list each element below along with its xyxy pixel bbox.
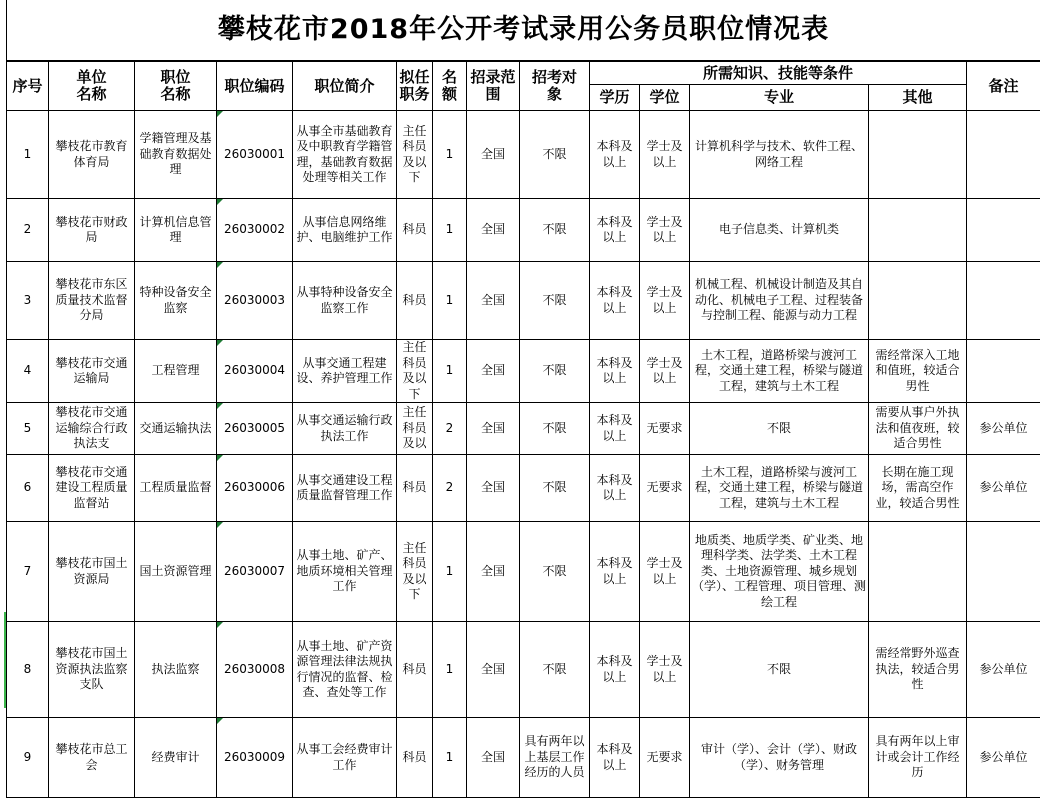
table-row: [7, 199, 1040, 262]
cell-intro: 从事交通工程建设、养护管理工作: [293, 340, 397, 403]
cell-unit: 攀枝花市教育体育局: [49, 111, 135, 199]
cell-intro: 从事信息网络维护、电脑维护工作: [293, 199, 397, 262]
cell-target: 不限: [520, 522, 590, 622]
cell-seq: 9: [7, 718, 49, 798]
cell-seq: 5: [7, 403, 49, 455]
cell-target: 不限: [520, 340, 590, 403]
page-title: 攀枝花市2018年公开考试录用公务员职位情况表: [6, 0, 1040, 61]
cell-degree: 无要求: [640, 455, 690, 522]
cell-remark: [967, 522, 1040, 622]
table-row: [7, 622, 1040, 718]
spreadsheet: [6, 0, 1040, 798]
cell-degree: 无要求: [640, 403, 690, 455]
cell-education: 本科及以上: [590, 522, 640, 622]
header-intro: 职位简介: [293, 62, 397, 111]
header-seq: 序号: [7, 62, 49, 111]
header-major: 专业: [690, 85, 869, 111]
cell-code: 26030003: [217, 262, 293, 340]
cell-remark: 参公单位: [967, 455, 1040, 522]
cell-degree: 学士及以上: [640, 111, 690, 199]
table-row: [7, 455, 1040, 522]
cell-quota: 1: [433, 262, 467, 340]
cell-seq: 4: [7, 340, 49, 403]
cell-code: 26030009: [217, 718, 293, 798]
cell-other: 具有两年以上审计或会计工作经历: [869, 718, 967, 798]
cell-unit: 攀枝花市东区质量技术监督分局: [49, 262, 135, 340]
cell-scope: 全国: [467, 262, 520, 340]
cell-target: 不限: [520, 455, 590, 522]
cell-scope: 全国: [467, 522, 520, 622]
header-education: 学历: [590, 85, 640, 111]
cell-quota: 1: [433, 340, 467, 403]
table-row: [7, 340, 1040, 403]
cell-code: 26030004: [217, 340, 293, 403]
cell-position: 执法监察: [135, 622, 217, 718]
cell-education: 本科及以上: [590, 455, 640, 522]
cell-degree: 无要求: [640, 718, 690, 798]
cell-degree: 学士及以上: [640, 522, 690, 622]
selection-edge-marker: [4, 612, 6, 708]
cell-scope: 全国: [467, 199, 520, 262]
cell-scope: 全国: [467, 111, 520, 199]
cell-code: 26030001: [217, 111, 293, 199]
header-unit: 单位 名称: [49, 62, 135, 111]
cell-major: 土木工程，道路桥梁与渡河工程，交通土建工程，桥梁与隧道工程，建筑与土木工程: [690, 455, 869, 522]
cell-remark: [967, 262, 1040, 340]
cell-target: 不限: [520, 622, 590, 718]
cell-other: 需经常深入工地和值班，较适合男性: [869, 340, 967, 403]
cell-code: 26030006: [217, 455, 293, 522]
cell-major: 不限: [690, 622, 869, 718]
cell-intro: 从事土地、矿产、地质环境相关管理工作: [293, 522, 397, 622]
cell-major: 地质类、地质学类、矿业类、地理科学类、法学类、土木工程类、土地资源管理、城乡规划（学）、工程管理、项目管理、测绘工程: [690, 522, 869, 622]
cell-seq: 6: [7, 455, 49, 522]
cell-other: [869, 199, 967, 262]
cell-rank: 主任科员及以下: [397, 111, 433, 199]
cell-position: 工程管理: [135, 340, 217, 403]
cell-education: 本科及以上: [590, 340, 640, 403]
cell-position: 工程质量监督: [135, 455, 217, 522]
cell-unit: 攀枝花市交通运输局: [49, 340, 135, 403]
cell-unit: 攀枝花市财政局: [49, 199, 135, 262]
cell-seq: 7: [7, 522, 49, 622]
positions-table: [6, 61, 1040, 798]
cell-seq: 3: [7, 262, 49, 340]
cell-remark: [967, 199, 1040, 262]
cell-seq: 8: [7, 622, 49, 718]
cell-rank: 科员: [397, 262, 433, 340]
cell-degree: 学士及以上: [640, 199, 690, 262]
cell-unit: 攀枝花市国土资源局: [49, 522, 135, 622]
cell-other: 长期在施工现场，需高空作业，较适合男性: [869, 455, 967, 522]
cell-other: 需经常野外巡查执法，较适合男性: [869, 622, 967, 718]
cell-seq: 1: [7, 111, 49, 199]
cell-quota: 1: [433, 622, 467, 718]
cell-target: 不限: [520, 262, 590, 340]
cell-remark: [967, 111, 1040, 199]
cell-rank: 科员: [397, 199, 433, 262]
cell-education: 本科及以上: [590, 718, 640, 798]
cell-intro: 从事交通运输行政执法工作: [293, 403, 397, 455]
cell-rank: 科员: [397, 455, 433, 522]
cell-target: 不限: [520, 199, 590, 262]
cell-intro: 从事交通建设工程质量监督管理工作: [293, 455, 397, 522]
header-target: 招考对 象: [520, 62, 590, 111]
cell-rank: 主任科员及以: [397, 403, 433, 455]
cell-position: 国土资源管理: [135, 522, 217, 622]
cell-remark: 参公单位: [967, 403, 1040, 455]
header-scope: 招录范 围: [467, 62, 520, 111]
cell-rank: 主任科员及以下: [397, 522, 433, 622]
header-conditions: 所需知识、技能等条件: [590, 62, 967, 85]
cell-intro: 从事工会经费审计工作: [293, 718, 397, 798]
cell-code: 26030007: [217, 522, 293, 622]
cell-other: [869, 262, 967, 340]
cell-target: 不限: [520, 111, 590, 199]
header-position: 职位 名称: [135, 62, 217, 111]
cell-major: 审计（学）、会计（学）、财政（学）、财务管理: [690, 718, 869, 798]
cell-rank: 主任科员及以下: [397, 340, 433, 403]
cell-position: 计算机信息管理: [135, 199, 217, 262]
cell-remark: 参公单位: [967, 622, 1040, 718]
cell-major: 机械工程、机械设计制造及其自动化、机械电子工程、过程装备与控制工程、能源与动力工程: [690, 262, 869, 340]
header-quota: 名 额: [433, 62, 467, 111]
cell-scope: 全国: [467, 340, 520, 403]
cell-quota: 2: [433, 455, 467, 522]
cell-position: 学籍管理及基础教育数据处理: [135, 111, 217, 199]
cell-intro: 从事特种设备安全监察工作: [293, 262, 397, 340]
cell-unit: 攀枝花市国土资源执法监察支队: [49, 622, 135, 718]
cell-major: 不限: [690, 403, 869, 455]
cell-target: 具有两年以上基层工作经历的人员: [520, 718, 590, 798]
cell-unit: 攀枝花市交通建设工程质量监督站: [49, 455, 135, 522]
cell-quota: 1: [433, 199, 467, 262]
cell-education: 本科及以上: [590, 262, 640, 340]
cell-education: 本科及以上: [590, 111, 640, 199]
cell-position: 特种设备安全监察: [135, 262, 217, 340]
table-row: [7, 262, 1040, 340]
table-row: [7, 522, 1040, 622]
cell-major: 土木工程，道路桥梁与渡河工程，交通土建工程，桥梁与隧道工程，建筑与土木工程: [690, 340, 869, 403]
header-code: 职位编码: [217, 62, 293, 111]
cell-other: 需要从事户外执法和值夜班，较适合男性: [869, 403, 967, 455]
cell-unit: 攀枝花市总工会: [49, 718, 135, 798]
cell-intro: 从事土地、矿产资源管理法律法规执行情况的监督、检查、查处等工作: [293, 622, 397, 718]
cell-intro: 从事全市基础教育及中职教育学籍管理，基础教育数据处理等相关工作: [293, 111, 397, 199]
cell-quota: 1: [433, 522, 467, 622]
cell-quota: 1: [433, 111, 467, 199]
cell-other: [869, 111, 967, 199]
cell-major: 电子信息类、计算机类: [690, 199, 869, 262]
cell-code: 26030008: [217, 622, 293, 718]
cell-position: 经费审计: [135, 718, 217, 798]
cell-code: 26030005: [217, 403, 293, 455]
header-rank: 拟任 职务: [397, 62, 433, 111]
table-row: [7, 718, 1040, 798]
cell-other: [869, 522, 967, 622]
cell-target: 不限: [520, 403, 590, 455]
cell-scope: 全国: [467, 622, 520, 718]
cell-code: 26030002: [217, 199, 293, 262]
table-row: [7, 111, 1040, 199]
cell-education: 本科及以上: [590, 622, 640, 718]
cell-scope: 全国: [467, 455, 520, 522]
cell-position: 交通运输执法: [135, 403, 217, 455]
cell-quota: 1: [433, 718, 467, 798]
header-remark: 备注: [967, 62, 1040, 111]
cell-remark: 参公单位: [967, 718, 1040, 798]
cell-degree: 学士及以上: [640, 622, 690, 718]
cell-degree: 学士及以上: [640, 340, 690, 403]
cell-major: 计算机科学与技术、软件工程、网络工程: [690, 111, 869, 199]
cell-scope: 全国: [467, 718, 520, 798]
cell-remark: [967, 340, 1040, 403]
cell-seq: 2: [7, 199, 49, 262]
cell-education: 本科及以上: [590, 403, 640, 455]
header-degree: 学位: [640, 85, 690, 111]
cell-education: 本科及以上: [590, 199, 640, 262]
cell-unit: 攀枝花市交通运输综合行政执法支: [49, 403, 135, 455]
cell-quota: 2: [433, 403, 467, 455]
cell-scope: 全国: [467, 403, 520, 455]
cell-degree: 学士及以上: [640, 262, 690, 340]
cell-rank: 科员: [397, 622, 433, 718]
table-row: [7, 403, 1040, 455]
cell-rank: 科员: [397, 718, 433, 798]
header-other: 其他: [869, 85, 967, 111]
